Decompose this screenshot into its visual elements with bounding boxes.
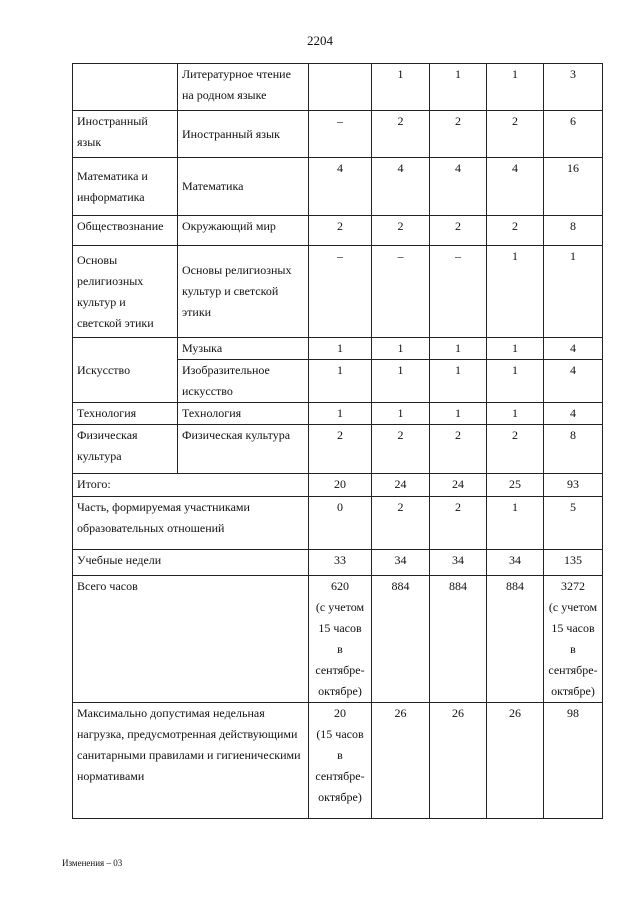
curriculum-table	[72, 63, 603, 819]
grade-1-hours: 1	[309, 403, 372, 425]
total-hours: 3	[544, 64, 603, 111]
cell-line: 3272	[561, 579, 585, 593]
grade-3-hours: 24	[430, 474, 487, 497]
grade-2-weeks: 34	[372, 550, 430, 576]
total-weeks: 135	[544, 550, 603, 576]
total-hours: 8	[544, 216, 603, 246]
grade-4-hours: 1	[487, 360, 544, 403]
cell-line: сентябре-	[315, 769, 365, 783]
subject-cell: Окружающий мир	[178, 216, 309, 246]
subject-area-cell: Искусство	[73, 338, 178, 403]
subject-area-cell: Математика и информатика	[73, 158, 178, 216]
subject-cell: Математика	[178, 158, 309, 216]
grade-2-hours: 2	[372, 216, 430, 246]
grade-3-hours: 2	[430, 216, 487, 246]
grade-4-all-hours: 884	[487, 576, 544, 703]
grade-3-weeks: 34	[430, 550, 487, 576]
table-row-total	[73, 474, 603, 497]
subject-cell: Изобразительное искусство	[178, 360, 309, 403]
max-load-label: Максимально допустимая недельная нагрузка, предусмотренная действующими санитарными правилами и гигиеническими нормативами	[73, 703, 309, 819]
table-row	[73, 425, 603, 474]
grade-2-hours: 2	[372, 111, 430, 158]
subject-area-cell: Иностранный язык	[73, 111, 178, 158]
table-row	[73, 216, 603, 246]
total-hours: 1	[544, 246, 603, 338]
grade-4-hours: 1	[487, 64, 544, 111]
grade-4-hours: 25	[487, 474, 544, 497]
cell-line: сентябре-	[315, 663, 365, 677]
grade-3-hours: 2	[430, 497, 487, 550]
cell-line: сентябре-	[548, 663, 598, 677]
footer-revision-note: Изменения – 03	[62, 858, 123, 868]
total-hours: 5	[544, 497, 603, 550]
subject-area-cell: Технология	[73, 403, 178, 425]
cell-line: 15 часов	[551, 621, 595, 635]
cell-line: 620	[331, 579, 349, 593]
grade-3-hours: 1	[430, 360, 487, 403]
grade-1-hours: –	[309, 246, 372, 338]
grade-1-max-load	[309, 703, 372, 819]
grade-3-max-load: 26	[430, 703, 487, 819]
grade-4-hours: 1	[487, 403, 544, 425]
weeks-label: Учебные недели	[73, 550, 309, 576]
grade-4-hours: 1	[487, 338, 544, 360]
grade-2-hours: 24	[372, 474, 430, 497]
subject-area-cell: Физическая культура	[73, 425, 178, 474]
subject-cell: Основы религиозных культур и светской этики	[178, 246, 309, 338]
grade-4-max-load: 26	[487, 703, 544, 819]
grade-2-hours: 2	[372, 497, 430, 550]
grade-2-max-load: 26	[372, 703, 430, 819]
grade-1-all-hours	[309, 576, 372, 703]
grade-4-hours: 2	[487, 111, 544, 158]
grade-4-hours: 4	[487, 158, 544, 216]
grade-2-hours: 1	[372, 64, 430, 111]
cell-line: (15 часов	[316, 727, 364, 741]
grade-4-hours: 1	[487, 246, 544, 338]
table-row	[73, 246, 603, 338]
cell-line: октябре)	[551, 684, 595, 698]
grade-2-hours: 1	[372, 403, 430, 425]
table-row	[73, 64, 603, 111]
cell-line: 15 часов	[318, 621, 362, 635]
table-row-all-hours	[73, 576, 603, 703]
grade-4-hours: 2	[487, 216, 544, 246]
grade-2-hours: 1	[372, 338, 430, 360]
total-all-hours	[544, 576, 603, 703]
table-row	[73, 403, 603, 425]
grade-3-all-hours: 884	[430, 576, 487, 703]
grade-1-hours	[309, 64, 372, 111]
grade-3-hours: 2	[430, 111, 487, 158]
cell-line: (с учетом	[315, 600, 365, 614]
total-hours: 6	[544, 111, 603, 158]
grade-1-hours: 20	[309, 474, 372, 497]
grade-3-hours: 1	[430, 403, 487, 425]
total-label: Итого:	[73, 474, 309, 497]
total-hours: 4	[544, 360, 603, 403]
subject-cell: Технология	[178, 403, 309, 425]
grade-2-hours: 2	[372, 425, 430, 474]
total-max-load: 98	[544, 703, 603, 819]
cell-line: (с учетом	[548, 600, 598, 614]
grade-3-hours: 1	[430, 64, 487, 111]
page-number: 2204	[307, 33, 333, 48]
grade-1-hours: 1	[309, 338, 372, 360]
cell-line: в	[570, 642, 576, 656]
table-row-variable-part	[73, 497, 603, 550]
grade-1-hours: 2	[309, 425, 372, 474]
grade-1-weeks: 33	[309, 550, 372, 576]
cell-line: октябре)	[318, 790, 362, 804]
grade-4-weeks: 34	[487, 550, 544, 576]
total-hours: 16	[544, 158, 603, 216]
cell-line: октябре)	[318, 684, 362, 698]
grade-1-hours: 2	[309, 216, 372, 246]
table-row-max-load	[73, 703, 603, 819]
grade-3-hours: 1	[430, 338, 487, 360]
grade-4-hours: 2	[487, 425, 544, 474]
grade-1-hours: 0	[309, 497, 372, 550]
all-hours-label: Всего часов	[73, 576, 309, 703]
subject-area-cell: Основы религиозных культур и светской этики	[73, 246, 178, 338]
cell-line: 20	[334, 706, 346, 720]
grade-2-hours: –	[372, 246, 430, 338]
grade-2-hours: 4	[372, 158, 430, 216]
grade-1-hours: 4	[309, 158, 372, 216]
total-hours: 8	[544, 425, 603, 474]
grade-1-hours: 1	[309, 360, 372, 403]
grade-3-hours: 2	[430, 425, 487, 474]
subject-cell: Иностранный язык	[178, 111, 309, 158]
total-hours: 4	[544, 338, 603, 360]
table-row	[73, 338, 603, 360]
grade-1-hours: –	[309, 111, 372, 158]
grade-4-hours: 1	[487, 497, 544, 550]
total-hours: 93	[544, 474, 603, 497]
cell-line: в	[337, 748, 343, 762]
total-hours: 4	[544, 403, 603, 425]
subject-cell: Физическая культура	[178, 425, 309, 474]
grade-2-all-hours: 884	[372, 576, 430, 703]
table-row	[73, 158, 603, 216]
variable-part-label: Часть, формируемая участниками образовательных отношений	[73, 497, 309, 550]
grade-2-hours: 1	[372, 360, 430, 403]
subject-area-cell: Обществознание	[73, 216, 178, 246]
subject-cell: Музыка	[178, 338, 309, 360]
table-row-weeks	[73, 550, 603, 576]
grade-3-hours: 4	[430, 158, 487, 216]
subject-cell: Литературное чтение на родном языке	[178, 64, 309, 111]
table-row	[73, 111, 603, 158]
grade-3-hours: –	[430, 246, 487, 338]
subject-area-cell	[73, 64, 178, 111]
cell-line: в	[337, 642, 343, 656]
